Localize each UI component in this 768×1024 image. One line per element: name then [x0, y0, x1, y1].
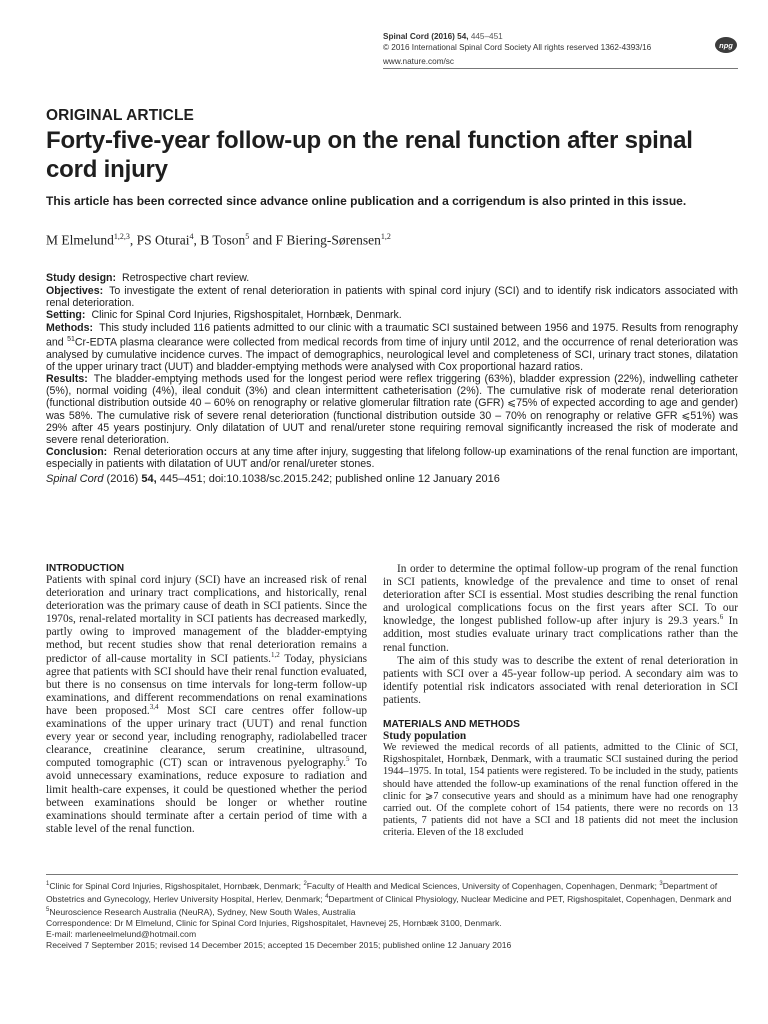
- citation-journal: Spinal Cord: [46, 472, 104, 485]
- abstract-study-design: [46, 272, 738, 284]
- section-heading-introduction: INTRODUCTION: [46, 563, 125, 574]
- author-name[interactable]: B Toson: [200, 232, 246, 248]
- email-link[interactable]: E-mail: marleneelmelund@hotmail.com: [46, 928, 197, 939]
- affiliation-text: Neuroscience Research Australia (NeuRA), Sydney, New South Wales, Australia: [49, 906, 356, 917]
- correspondence: Correspondence: Dr M Elmelund, Clinic for Spinal Cord Injuries, Rigshospitalet, Havnevej 25, Hornbæk 3100, Denmark.: [46, 917, 502, 928]
- abstract-text: Retrospective chart review.: [122, 272, 250, 284]
- journal-citation-line: [383, 31, 713, 42]
- article-type: ORIGINAL ARTICLE: [46, 107, 194, 124]
- abstract-objectives: [46, 285, 738, 309]
- author-name[interactable]: F Biering-Sørensen: [275, 232, 381, 248]
- section-heading-methods: MATERIALS AND METHODS: [383, 719, 520, 731]
- methods-paragraph: We reviewed the medical records of all patients, admitted to the Clinic of SCI, Rigshospitalet, Hornbæk, Denmark, with a traumatic SCI sustained during the period 1944–1975. In total, 154 patients were registered. To be included in the study, patients should have attended the follow-up examinations of the renal function offered in the clinic for ⩾7 consecutive years and should as a minimum have had one renography carried out. Of the complete cohort of 154 patients, there were no records on 13 patients, 7 patients did not have a SCI and 18 patients did not meet the inclusion criteria. Eleven of the 18 excluded: [383, 742, 738, 839]
- reference-superscript[interactable]: 6: [719, 613, 724, 622]
- left-column: [46, 563, 367, 836]
- abstract-text: The bladder-emptying methods used for the longest period were reflex triggering (63%), bladder expression (22%), indwelling catheter (5%), normal voiding (4%), ileal conduit (3%) and clean intermittent catheterisation (2%). The cumulative risk of moderate renal deterioration (functional distribution outside 40 – 60% on renography or relative glomerular filtration rate (GFR) ⩽75% of expected according to age and gender) was 58%. The cumulative risk of severe renal deterioration (functional distribution outside 30 – 70% on renography or relative GFR ⩽51%) was 29% after 45 years postinjury. Only dilatation of UUT and renal/ureter stone requiring removal significantly increased the risk of moderate and severe renal deterioration.: [46, 373, 738, 446]
- paragraph-text: In addition, most studies evaluate urinary tract complications rather than the renal function.: [383, 615, 738, 654]
- author-affiliation: 1,2,3: [113, 232, 130, 241]
- reference-superscript[interactable]: 1,2: [270, 650, 280, 659]
- paragraph-text: In order to determine the optimal follow-up program of the renal function in SCI patients, knowledge of the prevalence and time to onset of renal deterioration after SCI is essential. Most studies describing the renal function and urological complications focus on the first years after SCI. To our knowledge, the longest published follow-up after injury is 29.3 years.: [383, 563, 738, 628]
- correction-note: This article has been corrected since advance online publication and a corrigendum is also printed in this issue.: [46, 194, 687, 208]
- author-affiliation: 5: [245, 232, 250, 241]
- abstract-text: Renal deterioration occurs at any time after injury, suggesting that lifelong follow-up examinations of the renal function are important, especially in patients with dilatation of UUT and/or renal/ureter stones.: [46, 446, 738, 471]
- affiliation-number: 2: [303, 881, 307, 887]
- abstract-text: Clinic for Spinal Cord Injuries, Rigshospitalet, Hornbæk, Denmark.: [91, 309, 402, 322]
- isotope-superscript: 51: [67, 335, 75, 343]
- journal-pages: 445–451: [470, 32, 503, 41]
- abstract-results: [46, 373, 738, 446]
- abstract-label: Methods:: [46, 321, 94, 334]
- abstract: [46, 272, 738, 485]
- abstract-label: Study design:: [46, 272, 117, 284]
- abstract-text: This study included 116 patients admitted to our clinic with a traumatic SCI sustained between 1956 and 1975. Results from renography and: [46, 321, 738, 349]
- affiliation-text: Clinic for Spinal Cord Injuries, Rigshospitalet, Hornbæk, Denmark;: [49, 880, 304, 891]
- affiliation-text: Faculty of Health and Medical Sciences, University of Copenhagen, Copenhagen, Denmark;: [306, 880, 660, 891]
- author-list: [46, 232, 736, 249]
- journal-name: Spinal Cord (2016) 54,: [383, 32, 469, 41]
- header-divider: [383, 68, 738, 69]
- citation-doi[interactable]: 445–451; doi:10.1038/sc.2015.242; published online 12 January 2016: [156, 472, 500, 485]
- paragraph-text: To avoid unnecessary examinations, reduce exposure to radiation and limit health-care expenses, it could be questioned whether the period between examinations should be longer or whether routine examinations should terminate after a certain period of time with a stable level of the renal function.: [46, 757, 367, 835]
- abstract-label: Objectives:: [46, 284, 104, 297]
- abstract-label: Setting:: [46, 309, 86, 322]
- abstract-label: Conclusion:: [46, 446, 108, 459]
- affiliation-text: Department of Obstetrics and Gynecology, Herlev University Hospital, Herlev, Denmark;: [46, 880, 718, 904]
- abstract-text: To investigate the extent of renal deterioration in patients with spinal cord injury (SCI) and to identify risk indicators associated with renal deterioration.: [46, 284, 738, 309]
- reference-superscript[interactable]: 3,4: [149, 703, 159, 712]
- abstract-conclusion: [46, 446, 738, 470]
- abstract-text: Cr-EDTA plasma clearance were collected from medical records from time of injury until 2012, and the occurrence of renal deterioration was analysed by cumulative incidence curves. The impact of demographics, neurological level and completeness of SCI, urinary tract stones, dilatation of the upper urinary tract (UUT) and bladder-emptying methods were analysed with Cox proportional hazard ratios.: [46, 336, 738, 373]
- footnote: [46, 879, 738, 951]
- author-separator: and: [249, 232, 276, 248]
- affiliation-number: 3: [659, 881, 663, 887]
- intro-paragraph: [46, 574, 367, 836]
- affiliations: [46, 879, 738, 918]
- footnote-divider: [46, 874, 738, 875]
- abstract-methods: [46, 322, 738, 373]
- article-citation: [46, 473, 738, 485]
- author-name[interactable]: PS Oturai: [136, 232, 190, 248]
- citation-volume: 54,: [141, 472, 157, 485]
- abstract-label: Results:: [46, 373, 88, 386]
- npg-logo: npg: [715, 37, 737, 53]
- article-dates: Received 7 September 2015; revised 14 December 2015; accepted 15 December 2015; published online 12 January 2016: [46, 939, 512, 950]
- paragraph-text: Today, physicians agree that patients with SCI should have their renal function evaluated, but there is no consensus on time intervals for long-term follow-up examinations, and different recommendations on renal examinations have been proposed.: [46, 652, 367, 717]
- intro-paragraph: The aim of this study was to describe the extent of renal deterioration in patients with SCI over a 45-year follow-up period. A secondary aim was to identify potential risk indicators associated with renal deterioration in SCI patients.: [383, 654, 738, 706]
- author-name[interactable]: M Elmelund: [46, 232, 114, 248]
- abstract-setting: [46, 309, 738, 321]
- author-affiliation: 4: [189, 232, 194, 241]
- citation-year: (2016): [103, 472, 142, 485]
- paragraph-text: Patients with spinal cord injury (SCI) have an increased risk of renal deterioration and urinary tract complications, and historically, renal deterioration was the primary cause of death in SCI patients. Since the 1970s, renal-related mortality in SCI patients has decreased markedly, partly owing to improved management of the bladder-emptying method, but recent studies show that renal deterioration remains a predictor of all-cause mortality in SCI patients.: [46, 574, 367, 665]
- affiliation-number: 5: [46, 906, 50, 913]
- reference-superscript[interactable]: 5: [346, 755, 350, 764]
- author-separator: ,: [129, 232, 137, 248]
- affiliation-number: 4: [325, 893, 329, 900]
- copyright-line: © 2016 International Spinal Cord Society All rights reserved 1362-4393/16: [383, 43, 652, 52]
- author-separator: ,: [193, 232, 201, 248]
- journal-header: [383, 31, 713, 53]
- affiliation-number: 1: [46, 881, 50, 887]
- journal-url[interactable]: www.nature.com/sc: [383, 57, 454, 66]
- affiliation-text: Department of Clinical Physiology, Nuclear Medicine and PET, Rigshospitalet, Copenhagen, Denmark and: [328, 893, 732, 904]
- intro-paragraph: [383, 563, 738, 655]
- article-title: Forty-five-year follow-up on the renal function after spinal cord injury: [46, 127, 693, 183]
- paragraph-text: Most SCI care centres offer follow-up examinations of the upper urinary tract (UUT) and renal function every year or second year, including renography, radiolabelled tracer clearance, creatinine clearance, serum creatinine, ultrasound, computed tomographic (CT) scan or intravenous pyelography.: [46, 704, 368, 770]
- right-column: [383, 563, 738, 840]
- author-affiliation: 1,2: [380, 232, 391, 241]
- subsection-heading: Study population: [383, 730, 467, 743]
